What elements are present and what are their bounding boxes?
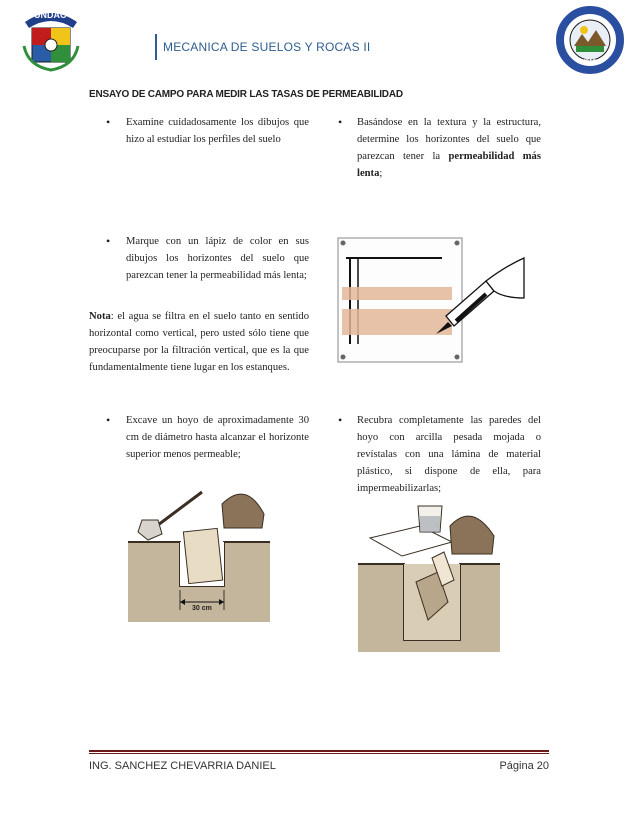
soil-profile-illustration — [336, 236, 526, 366]
undac-logo-text: UNDAC — [34, 10, 67, 20]
undac-logo — [20, 6, 82, 72]
step2-text-start: Basándose en la textura y la estructura, determine los horizontes del suelo que parezcan tener la — [357, 117, 541, 162]
bullet-step4: • — [106, 413, 111, 427]
step5-text: Recubra completamente las paredes del hoyo con arcilla pesada mojada o revístalas con una lámina de material plástico, si dispone de ella, para impermeabilizarlas; — [357, 415, 541, 494]
bullet-step5: • — [338, 413, 343, 427]
footer-rule-thick — [89, 750, 549, 752]
lined-hole-drawing-icon — [358, 502, 500, 652]
step1-text: Examine cuidadosamente los dibujos que hizo al estudiar los perfiles del suelo — [126, 117, 309, 145]
geology-seal-text: UNDAC — [578, 59, 597, 65]
note-text: : el agua se filtra en el suelo tanto en sentido horizontal como vertical, pero usted sólo tiene que preocuparse por la filtración vertical, que es la que fundamentalmente tiene lugar en los estanques. — [89, 311, 309, 373]
section-heading: ENSAYO DE CAMPO PARA MEDIR LAS TASAS DE PERMEABILIDAD — [89, 89, 403, 100]
bullet-step2: • — [338, 115, 343, 129]
step4-text: Excave un hoyo de aproximadamente 30 cm de diámetro hasta alcanzar el horizonte superior menos permeable; — [126, 415, 309, 460]
dig-hole-illustration — [128, 470, 270, 622]
note-paragraph — [89, 308, 309, 376]
page-header-title: MECANICA DE SUELOS Y ROCAS II — [155, 34, 370, 60]
footer-rule-thin — [89, 753, 549, 754]
step2-text — [357, 114, 541, 182]
note-label: Nota — [89, 311, 111, 322]
dig-width-label: 30 cm — [192, 605, 212, 612]
bullet-step1: • — [106, 115, 111, 129]
footer-page-number: Página 20 — [499, 760, 549, 772]
footer-author: ING. SANCHEZ CHEVARRIA DANIEL — [89, 760, 276, 772]
geology-seal-logo — [556, 6, 624, 74]
step2-text-end: ; — [379, 168, 383, 179]
soil-profile-drawing-icon — [336, 236, 526, 366]
shovel-hole-drawing-icon — [128, 470, 270, 622]
step2-text-bold: permeabilidad más lenta — [357, 151, 541, 179]
line-hole-illustration — [358, 502, 500, 652]
bullet-step3: • — [106, 234, 111, 248]
step3-text: Marque con un lápiz de color en sus dibujos los horizontes del suelo que parezcan tener la permeabilidad más lenta; — [126, 236, 309, 281]
